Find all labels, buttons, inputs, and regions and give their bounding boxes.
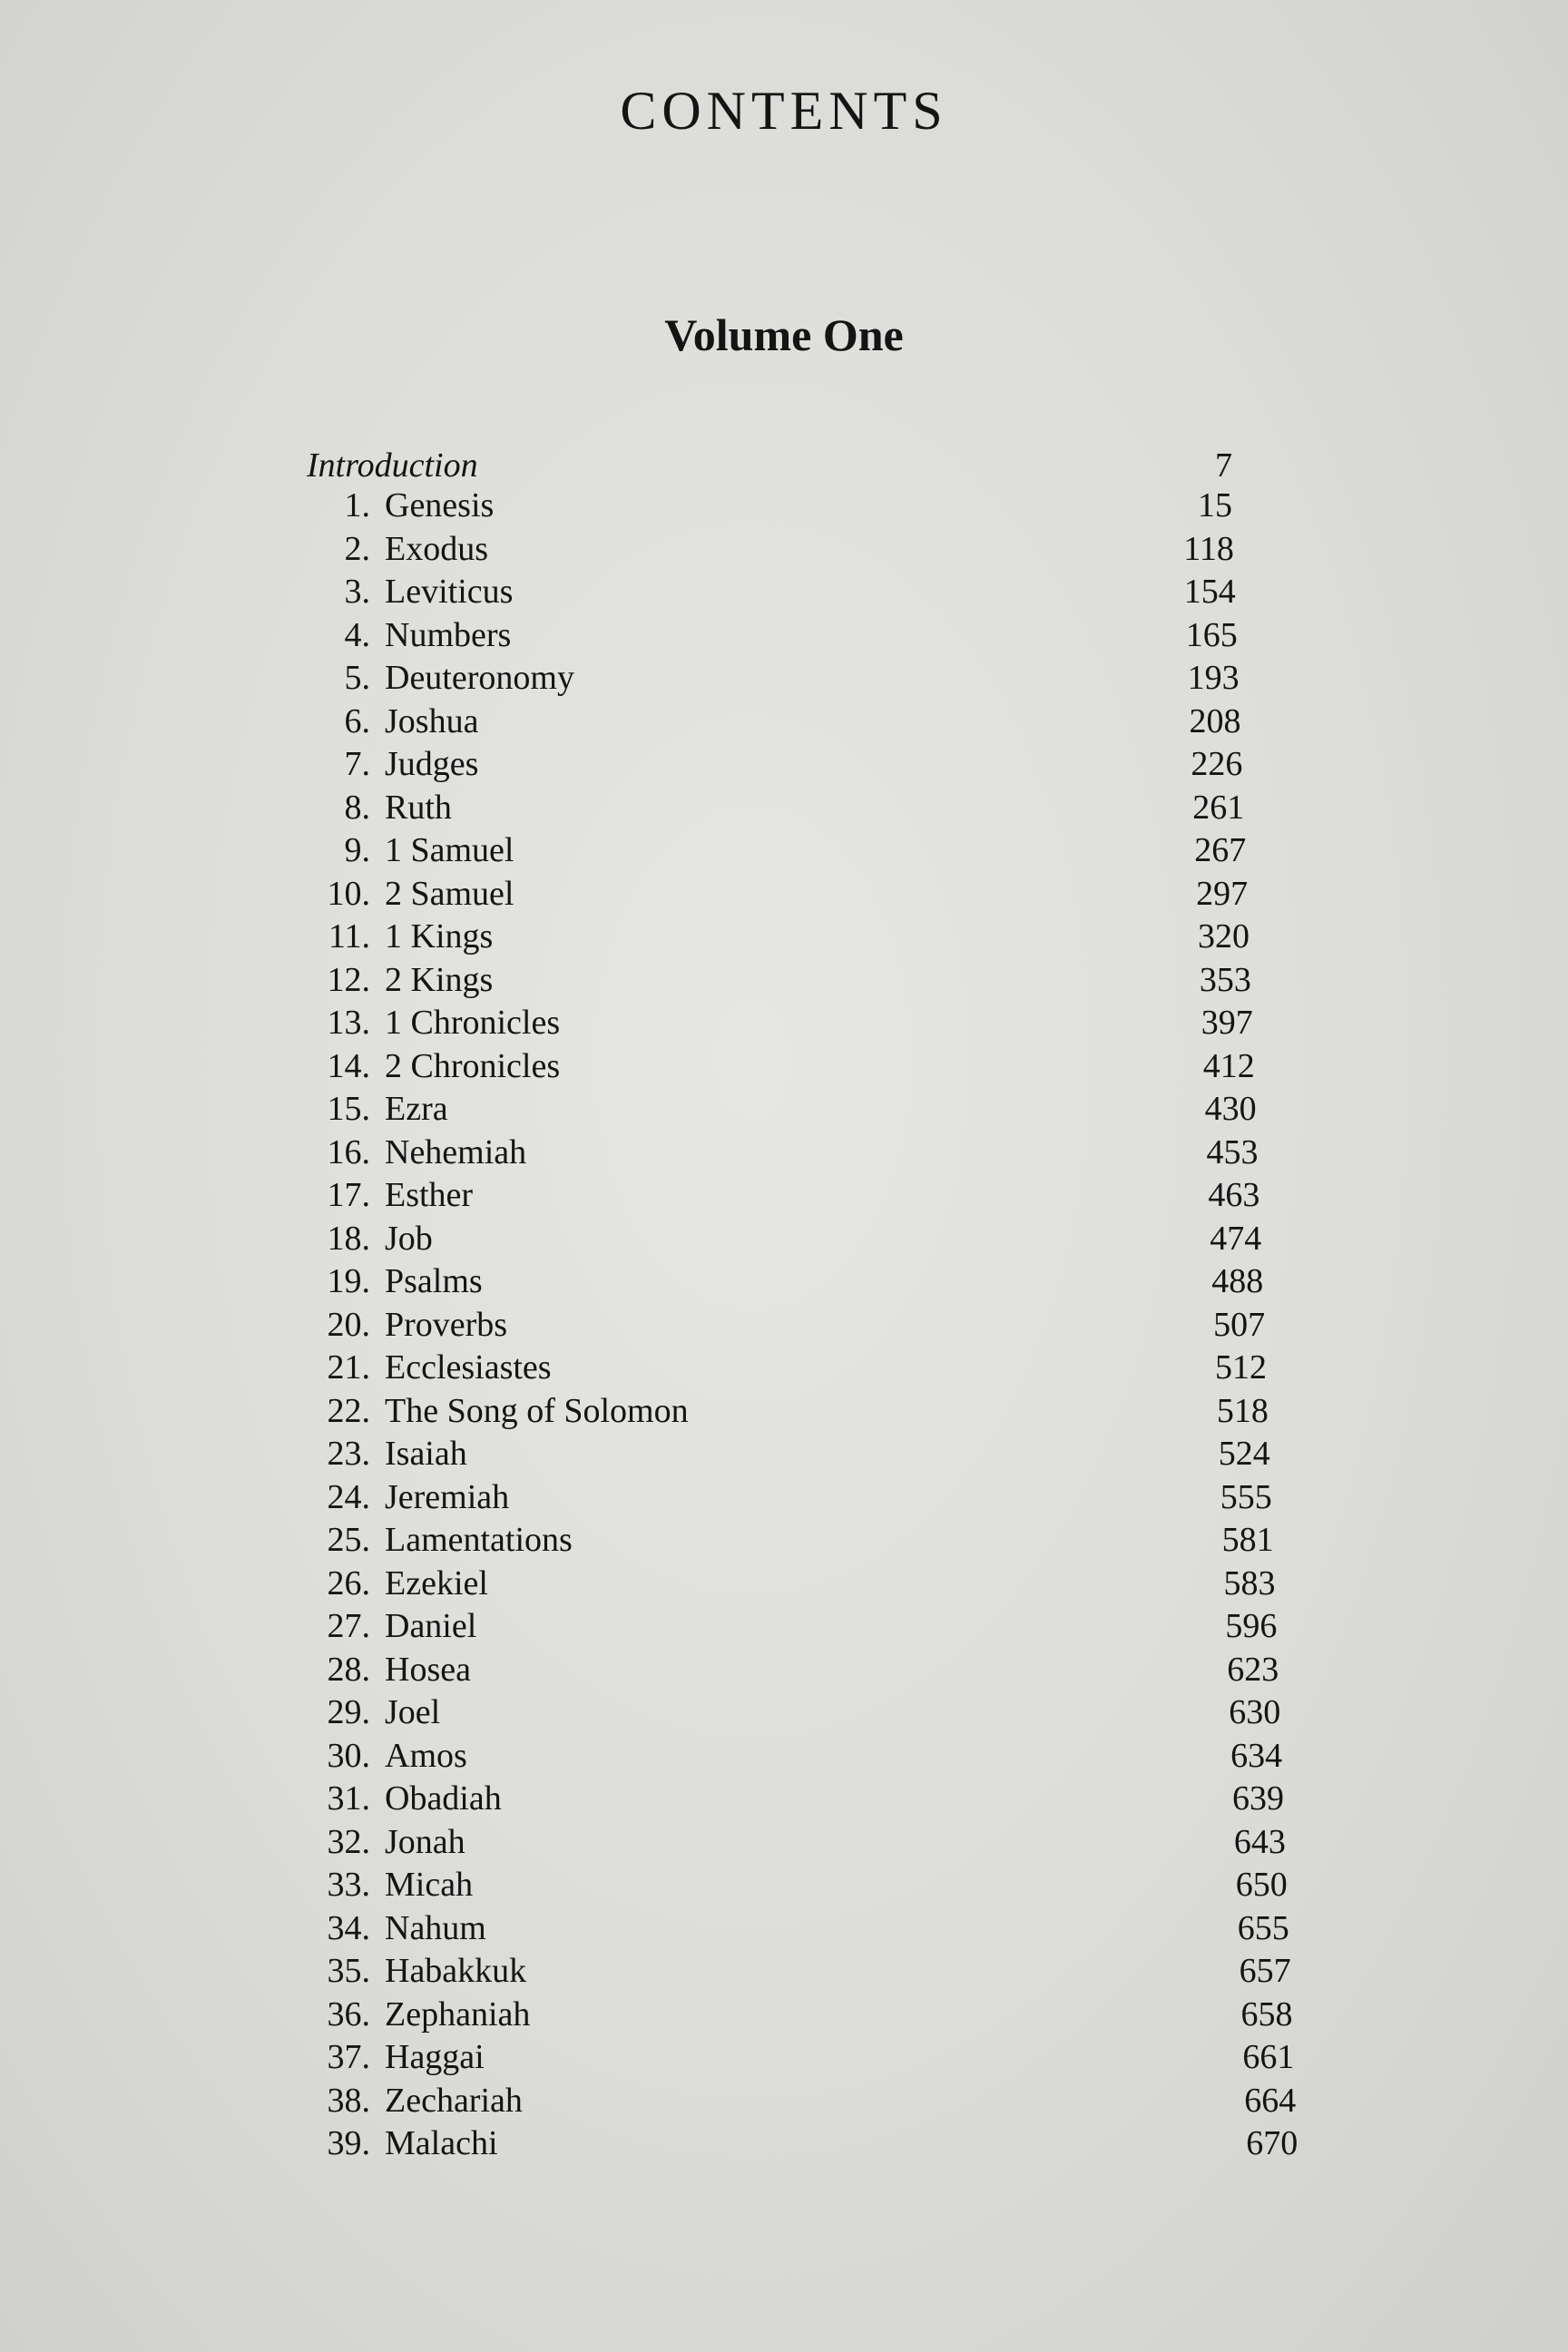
book-name: Psalms — [385, 1262, 483, 1300]
toc-entry — [307, 1347, 1350, 1388]
toc-entry — [307, 1433, 1350, 1475]
toc-entry — [307, 1088, 1350, 1130]
book-number: 11. — [328, 917, 370, 956]
book-number: 16. — [327, 1132, 370, 1171]
book-number: 32. — [327, 1822, 370, 1861]
book-number: 23. — [327, 1435, 370, 1473]
toc-entry — [307, 1218, 1350, 1259]
book-number: 38. — [327, 2081, 370, 2120]
book-number: 14. — [327, 1046, 370, 1085]
book-name: 1 Chronicles — [385, 1004, 561, 1042]
toc-entry — [307, 701, 1350, 742]
book-page-number: 226 — [1191, 745, 1243, 783]
book-name: Nehemiah — [385, 1132, 527, 1171]
toc-entry — [307, 1174, 1350, 1216]
table-of-contents — [307, 445, 1350, 2169]
book-page-number: 555 — [1220, 1477, 1272, 1516]
toc-entry — [307, 1563, 1350, 1604]
toc-entry — [307, 2080, 1350, 2122]
book-name: Zephaniah — [385, 1994, 531, 2034]
book-number: 9. — [344, 831, 370, 869]
book-number: 27. — [327, 1607, 370, 1645]
book-page-number: 634 — [1230, 1736, 1283, 1775]
book-page-number: 474 — [1210, 1219, 1262, 1258]
book-name: Haggai — [385, 2038, 485, 2076]
book-name: Nahum — [385, 1908, 486, 1947]
toc-entry — [307, 1519, 1350, 1561]
book-number: 2. — [344, 529, 370, 568]
book-page-number: 15 — [1198, 486, 1232, 524]
book-page-number: 623 — [1227, 1650, 1279, 1689]
toc-entry — [307, 1002, 1350, 1044]
book-name: Isaiah — [385, 1435, 467, 1473]
book-number: 19. — [327, 1262, 370, 1300]
book-name: Amos — [385, 1736, 467, 1775]
book-number: 35. — [327, 1952, 370, 1990]
book-name: Jonah — [385, 1822, 466, 1861]
book-name: 2 Chronicles — [385, 1046, 561, 1085]
book-page-number: 118 — [1183, 529, 1234, 568]
book-name: Habakkuk — [385, 1952, 527, 1990]
book-number: 7. — [344, 745, 370, 783]
book-page-number: 453 — [1206, 1132, 1259, 1171]
toc-entry — [307, 1476, 1350, 1518]
book-number: 6. — [344, 701, 370, 740]
book-number: 17. — [327, 1176, 370, 1214]
book-number: 34. — [327, 1908, 370, 1947]
book-name: Esther — [385, 1176, 474, 1214]
book-number: 25. — [327, 1521, 370, 1559]
toc-entry — [307, 1304, 1350, 1346]
book-number: 24. — [327, 1477, 370, 1516]
toc-entry — [307, 657, 1350, 699]
volume-title: Volume One — [664, 309, 904, 360]
book-number: 37. — [327, 2038, 370, 2076]
book-number: 5. — [344, 659, 370, 697]
book-page-number: 320 — [1198, 917, 1250, 956]
book-name: 2 Kings — [385, 960, 494, 999]
book-page-number: 297 — [1196, 874, 1249, 913]
book-name: 1 Samuel — [385, 831, 514, 869]
toc-entry-introduction — [307, 445, 1350, 486]
toc-entry — [307, 873, 1350, 915]
book-page-number: 657 — [1239, 1952, 1291, 1990]
book-name: Micah — [385, 1866, 474, 1904]
book-number: 36. — [327, 1994, 370, 2034]
book-name: Joel — [385, 1693, 441, 1731]
book-page-number: 661 — [1242, 2038, 1295, 2076]
book-number: 29. — [327, 1693, 370, 1731]
book-number: 21. — [327, 1348, 370, 1387]
book-page-number: 463 — [1208, 1176, 1260, 1214]
book-number: 3. — [344, 573, 370, 611]
book-name: Ezekiel — [385, 1563, 488, 1602]
book-name: Proverbs — [385, 1305, 508, 1344]
book-number: 39. — [327, 2124, 370, 2162]
book-name: Deuteronomy — [385, 659, 574, 697]
book-page-number: 524 — [1218, 1435, 1270, 1473]
book-number: 10. — [327, 874, 370, 913]
book-page-number: 512 — [1215, 1348, 1267, 1387]
book-name: Leviticus — [385, 573, 514, 611]
book-page-number: 643 — [1233, 1822, 1286, 1861]
toc-entry — [307, 1994, 1350, 2035]
toc-entry — [307, 485, 1350, 526]
book-number: 22. — [327, 1391, 370, 1430]
book-page-number: 658 — [1240, 1994, 1293, 2034]
book-number: 28. — [327, 1650, 370, 1689]
toc-entry — [307, 1821, 1350, 1863]
toc-entry — [307, 916, 1350, 957]
book-page-number: 639 — [1232, 1779, 1284, 1818]
book-name: Hosea — [385, 1650, 471, 1689]
toc-entry — [307, 959, 1350, 1001]
introduction-page-number: 7 — [1215, 446, 1232, 485]
book-page-number: 193 — [1187, 659, 1240, 697]
book-number: 26. — [327, 1563, 370, 1602]
book-name: The Song of Solomon — [385, 1391, 689, 1430]
book-number: 18. — [327, 1219, 370, 1258]
book-page-number: 353 — [1199, 960, 1251, 999]
book-number: 33. — [327, 1866, 370, 1904]
toc-entry — [307, 1778, 1350, 1819]
book-number: 13. — [327, 1004, 370, 1042]
book-number: 1. — [344, 486, 370, 524]
book-name: Job — [385, 1219, 433, 1258]
book-name: Numbers — [385, 615, 512, 654]
book-page-number: 655 — [1237, 1908, 1289, 1947]
book-page-number: 165 — [1185, 615, 1238, 654]
book-number: 8. — [344, 788, 370, 827]
book-name: 1 Kings — [385, 917, 494, 956]
book-name: 2 Samuel — [385, 874, 514, 913]
book-page-number: 397 — [1200, 1004, 1253, 1042]
toc-entry — [307, 1132, 1350, 1173]
book-number: 4. — [344, 615, 370, 654]
book-page-number: 154 — [1183, 573, 1236, 611]
toc-entry — [307, 528, 1350, 570]
toc-entry — [307, 2036, 1350, 2078]
book-page-number: 670 — [1246, 2124, 1298, 2162]
book-name: Genesis — [385, 486, 495, 524]
book-name: Ezra — [385, 1090, 448, 1128]
book-name: Ecclesiastes — [385, 1348, 552, 1387]
book-name: Ruth — [385, 788, 452, 827]
toc-entry — [307, 1605, 1350, 1647]
toc-entry — [307, 1735, 1350, 1777]
book-name: Joshua — [385, 701, 479, 740]
book-name: Obadiah — [385, 1779, 502, 1818]
book-page-number: 518 — [1216, 1391, 1269, 1430]
toc-entry — [307, 1260, 1350, 1302]
page-title: CONTENTS — [620, 81, 948, 141]
book-name: Lamentations — [385, 1521, 573, 1559]
toc-entry — [307, 1691, 1350, 1733]
book-page-number: 650 — [1235, 1866, 1288, 1904]
toc-entry — [307, 787, 1350, 828]
toc-entry — [307, 571, 1350, 612]
book-name: Jeremiah — [385, 1477, 510, 1516]
book-page-number: 581 — [1221, 1521, 1274, 1559]
book-name: Judges — [385, 745, 479, 783]
introduction-label: Introduction — [307, 446, 478, 485]
book-page-number: 583 — [1223, 1563, 1276, 1602]
toc-entry — [307, 1045, 1350, 1087]
book-page-number: 488 — [1211, 1262, 1264, 1300]
toc-entry — [307, 1907, 1350, 1949]
book-page-number: 664 — [1244, 2081, 1297, 2120]
book-name: Malachi — [385, 2124, 498, 2162]
toc-entry — [307, 614, 1350, 656]
book-name: Zechariah — [385, 2081, 523, 2120]
toc-entry — [307, 829, 1350, 871]
toc-entry — [307, 1950, 1350, 1992]
book-name: Exodus — [385, 529, 488, 568]
book-page-number: 208 — [1189, 701, 1241, 740]
book-page-number: 630 — [1229, 1693, 1281, 1731]
book-number: 31. — [327, 1779, 370, 1818]
book-page-number: 507 — [1213, 1305, 1266, 1344]
book-page-number: 261 — [1192, 788, 1245, 827]
toc-entry — [307, 2122, 1350, 2164]
book-page-number: 430 — [1204, 1090, 1257, 1128]
book-page-number: 596 — [1225, 1607, 1278, 1645]
book-number: 20. — [327, 1305, 370, 1344]
book-number: 12. — [327, 960, 370, 999]
book-number: 30. — [327, 1736, 370, 1775]
book-number: 15. — [327, 1090, 370, 1128]
toc-entry — [307, 1649, 1350, 1690]
toc-entry — [307, 743, 1350, 785]
book-page-number: 267 — [1194, 831, 1247, 869]
book-name: Daniel — [385, 1607, 477, 1645]
book-page-number: 412 — [1202, 1046, 1255, 1085]
toc-entry — [307, 1390, 1350, 1432]
toc-entry — [307, 1864, 1350, 1906]
